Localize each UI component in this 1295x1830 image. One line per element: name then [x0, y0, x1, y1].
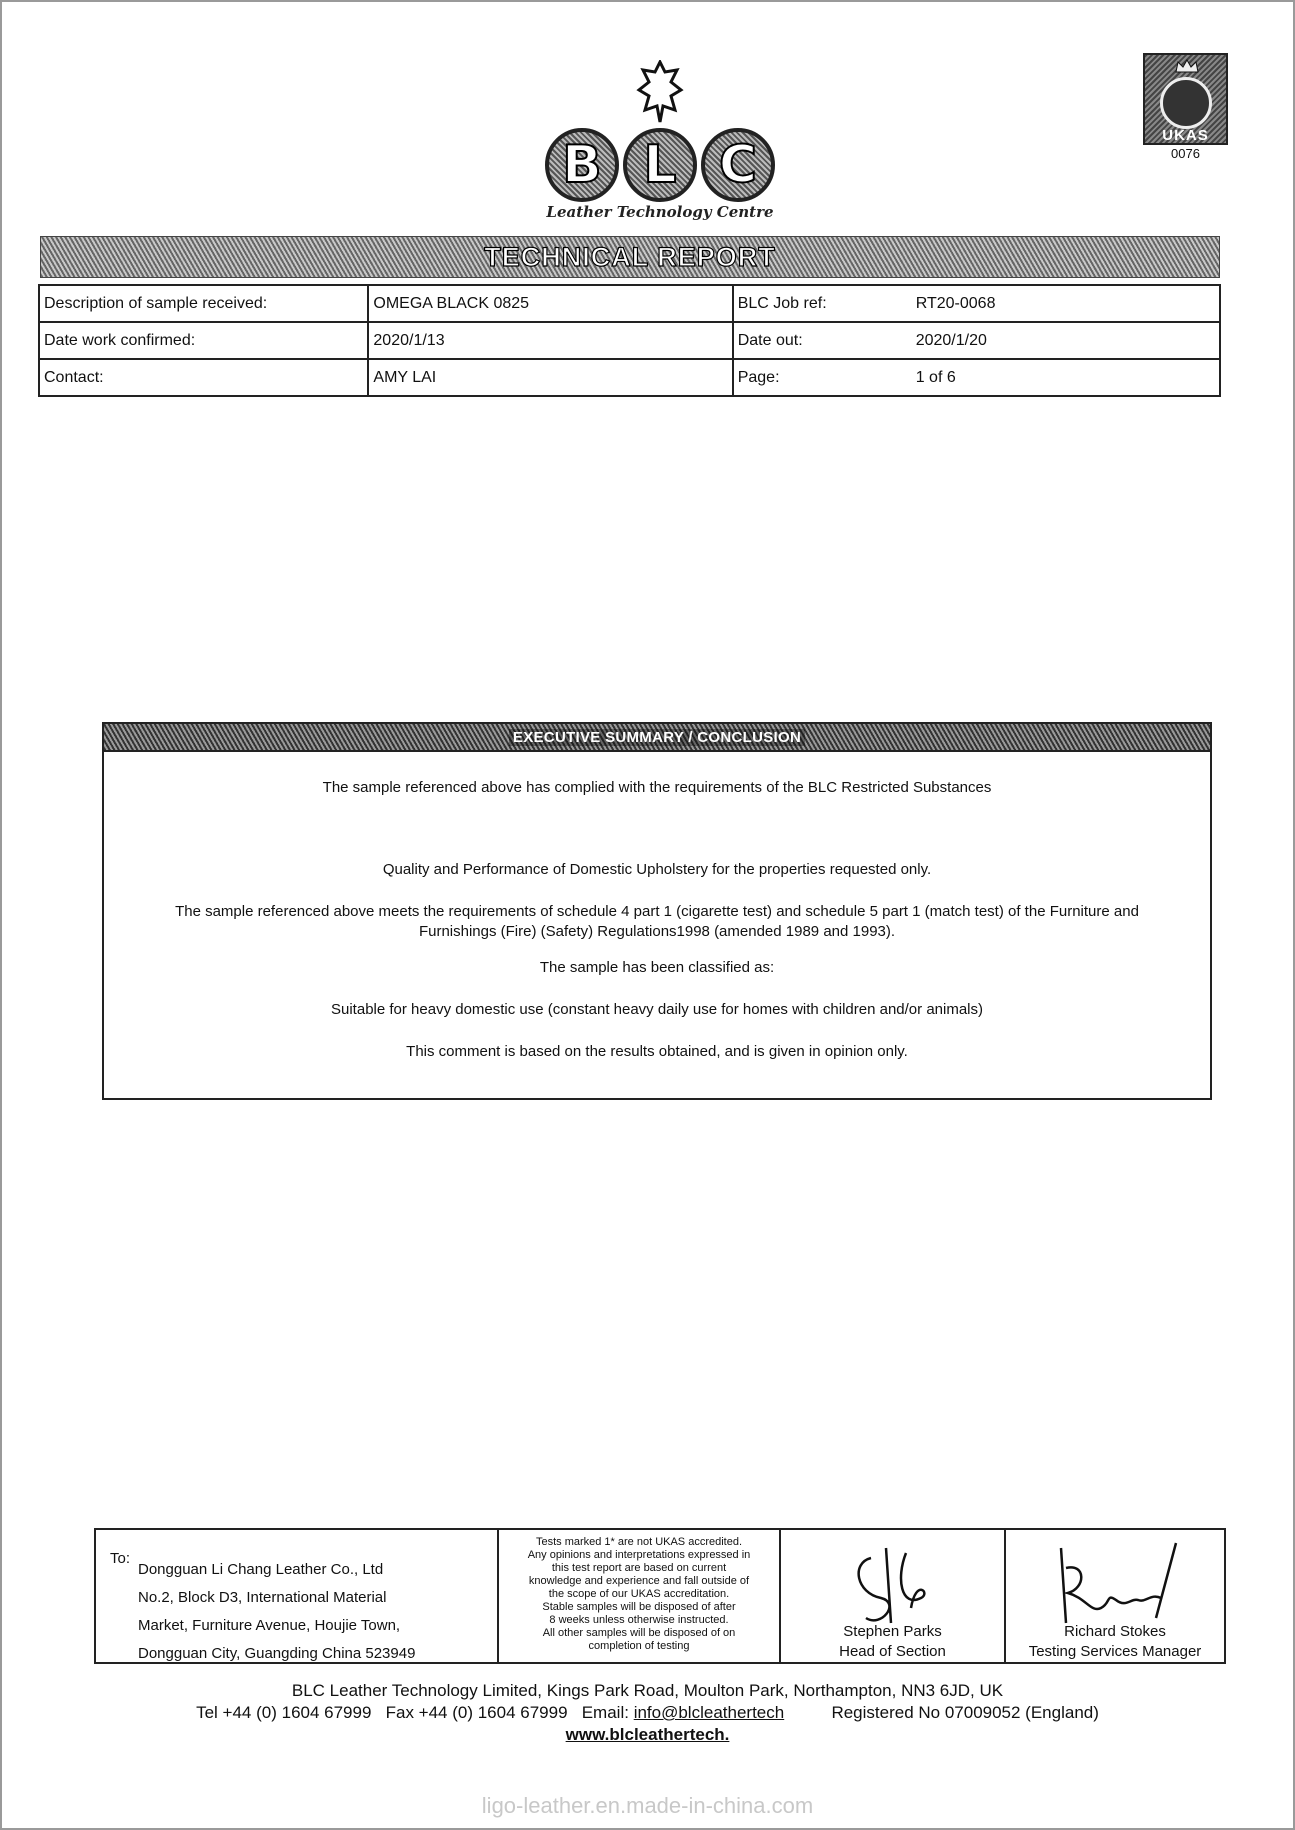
recipient-address	[138, 1556, 415, 1668]
recipient-line: No.2, Block D3, International Material	[138, 1589, 387, 1606]
logo-letter-c: C	[701, 128, 775, 202]
recipient-line: Dongguan Li Chang Leather Co., Ltd	[138, 1561, 384, 1578]
date-out-label: Date out:	[737, 331, 803, 349]
description-value: OMEGA BLACK 0825	[368, 285, 732, 322]
leather-hide-icon	[635, 60, 685, 130]
watermark-url: ligo-leather.en.made-in-china.com	[481, 1793, 814, 1818]
note-line: Stable samples will be disposed of after	[542, 1601, 736, 1613]
recipient-line: Dongguan City, Guangding China 523949	[138, 1645, 416, 1662]
executive-summary-title: EXECUTIVE SUMMARY / CONCLUSION	[509, 729, 805, 746]
summary-line-2: Quality and Performance of Domestic Upholstery for the properties requested only.	[382, 861, 932, 878]
summary-line-5: Suitable for heavy domestic use (constant heavy daily use for homes with children and/or animals)	[331, 1001, 983, 1018]
summary-line-3b: Furnishings (Fire) (Safety) Regulations1998 (amended 1989 and 1993).	[418, 923, 896, 940]
company-address: BLC Leather Technology Limited, Kings Park Road, Moulton Park, Northampton, NN3 6JD, UK	[291, 1681, 1004, 1700]
ukas-seal	[1143, 53, 1228, 161]
description-label: Description of sample received:	[39, 285, 368, 322]
company-website-link[interactable]: www.blcleathertech.	[565, 1725, 730, 1744]
ukas-label: UKAS	[1162, 127, 1209, 144]
ukas-number: 0076	[1171, 146, 1200, 161]
registration-number: Registered No 07009052 (England)	[831, 1703, 1099, 1722]
to-label: To:	[110, 1550, 131, 1567]
signatory-name: Stephen Parks	[843, 1623, 942, 1640]
page-cell	[733, 359, 1220, 396]
table-row	[39, 359, 1220, 396]
contact-value: AMY LAI	[368, 359, 732, 396]
ukas-emblem-icon	[1160, 77, 1212, 129]
logo-letter-b: B	[545, 128, 619, 202]
report-info-table	[38, 284, 1221, 397]
note-line: this test report are based on current	[551, 1562, 727, 1574]
executive-summary	[102, 722, 1212, 1100]
job-ref-value: RT20-0068	[915, 294, 996, 312]
summary-line-3a: The sample referenced above meets the requirements of schedule 4 part 1 (cigarette test) and schedule 5 part 1 (match test) of the Furniture and	[175, 903, 1139, 920]
table-row	[39, 322, 1220, 359]
summary-line-1: The sample referenced above has complied with the requirements of the BLC Restricted Substances	[322, 779, 992, 796]
ukas-badge	[1143, 53, 1228, 145]
note-line: completion of testing	[588, 1640, 690, 1652]
logo-letter-l: L	[623, 128, 697, 202]
job-ref-label: BLC Job ref:	[737, 294, 827, 312]
signatory-name: Richard Stokes	[1064, 1623, 1166, 1640]
recipient-block	[96, 1530, 499, 1662]
note-line: Tests marked 1* are not UKAS accredited.	[535, 1536, 743, 1548]
date-out-cell	[733, 322, 1220, 359]
note-line: All other samples will be disposed of on	[542, 1627, 736, 1639]
company-fax: Fax +44 (0) 1604 67999	[385, 1703, 568, 1722]
report-title-bar	[40, 236, 1220, 278]
executive-summary-bar	[104, 724, 1210, 752]
note-line: the scope of our UKAS accreditation.	[548, 1588, 730, 1600]
blc-logo	[545, 60, 775, 225]
note-line: Any opinions and interpretations expressed in	[527, 1549, 751, 1561]
note-line: 8 weeks unless otherwise instructed.	[549, 1614, 729, 1626]
crown-icon	[1175, 59, 1199, 73]
report-title: TECHNICAL REPORT	[484, 241, 776, 272]
date-confirmed-value: 2020/1/13	[368, 322, 732, 359]
company-contacts	[0, 1702, 1295, 1723]
signature-richard-icon	[1026, 1538, 1196, 1628]
signature-block-stephen	[781, 1530, 1006, 1662]
summary-line-6: This comment is based on the results obtained, and is given in opinion only.	[406, 1043, 908, 1060]
note-line: knowledge and experience and fall outside of	[528, 1575, 750, 1587]
logo-letters	[545, 128, 775, 203]
signatory-title: Testing Services Manager	[1028, 1643, 1202, 1660]
email-label: Email:	[581, 1703, 629, 1722]
date-confirmed-label: Date work confirmed:	[39, 322, 368, 359]
contact-label: Contact:	[39, 359, 368, 396]
footer-box	[94, 1528, 1226, 1664]
signature-block-richard	[1006, 1530, 1224, 1662]
table-row	[39, 285, 1220, 322]
accreditation-note	[499, 1530, 781, 1662]
summary-line-4: The sample has been classified as:	[539, 959, 775, 976]
company-email-link[interactable]: info@blcleathertech	[633, 1703, 785, 1722]
date-out-value: 2020/1/20	[915, 331, 987, 349]
job-ref-cell	[733, 285, 1220, 322]
logo-caption: Leather Technology Centre	[546, 203, 774, 221]
page-value: 1 of 6	[915, 368, 956, 386]
recipient-line: Market, Furniture Avenue, Houjie Town,	[138, 1617, 401, 1634]
signature-stephen-icon	[811, 1538, 971, 1628]
page-label: Page:	[737, 368, 780, 386]
company-tel: Tel +44 (0) 1604 67999	[196, 1703, 372, 1722]
signatory-title: Head of Section	[839, 1643, 946, 1660]
